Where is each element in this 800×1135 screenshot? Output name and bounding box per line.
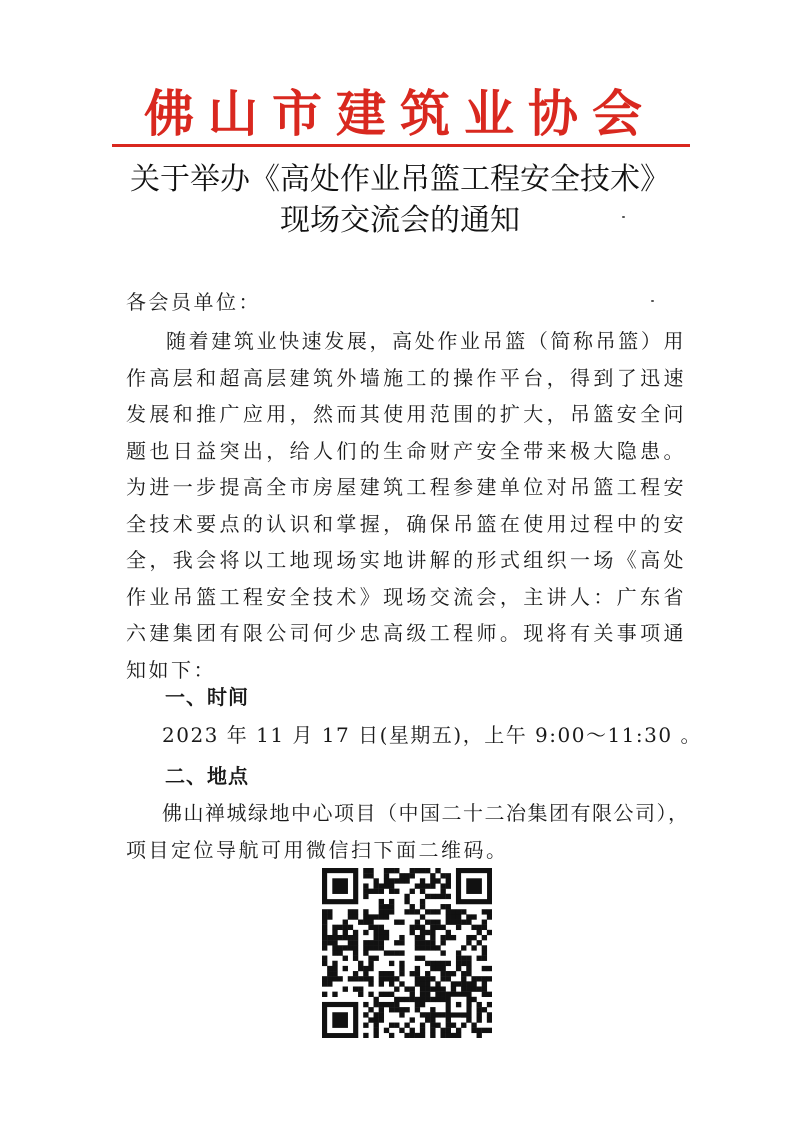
title-line-1: 关于举办《高处作业吊篮工程安全技术》 bbox=[130, 162, 670, 197]
salutation: 各会员单位： bbox=[126, 290, 261, 314]
section-text-time: 2023 年 11 月 17 日(星期五)，上午 9:00～11:30 。 bbox=[162, 723, 702, 747]
title-line-2: 现场交流会的通知 bbox=[280, 203, 520, 238]
scan-speck bbox=[622, 216, 625, 218]
section-text-place-line-2: 项目定位导航可用微信扫下面二维码。 bbox=[126, 838, 509, 862]
qr-code-icon bbox=[322, 868, 492, 1038]
scan-speck bbox=[651, 300, 654, 302]
header-red-rule bbox=[112, 144, 690, 147]
body-paragraph: 随着建筑业快速发展，高处作业吊篮（简称吊篮）用作高层和超高层建筑外墙施工的操作平台，得到了迅速发展和推广应用，然而其使用范围的扩大，吊篮安全问题也日益突出，给人们的生命财产安全带来极大隐患。为进一步提高全市房屋建筑工程参建单位对吊篮工程安全技术要点的认识和掌握，确保吊篮在使用过程中的安全，我会将以工地现场实地讲解的形式组织一场《高处作业吊篮工程安全技术》现场交流会，主讲人：广东省六建集团有限公司何少忠高级工程师。现将有关事项通知如下： bbox=[126, 329, 686, 682]
section-heading-time: 一、时间 bbox=[165, 685, 249, 709]
section-heading-place: 二、地点 bbox=[165, 764, 249, 788]
section-text-place-line-1: 佛山禅城绿地中心项目（中国二十二冶集团有限公司）， bbox=[162, 801, 690, 825]
org-name: 佛山市建筑业协会 bbox=[144, 84, 656, 143]
